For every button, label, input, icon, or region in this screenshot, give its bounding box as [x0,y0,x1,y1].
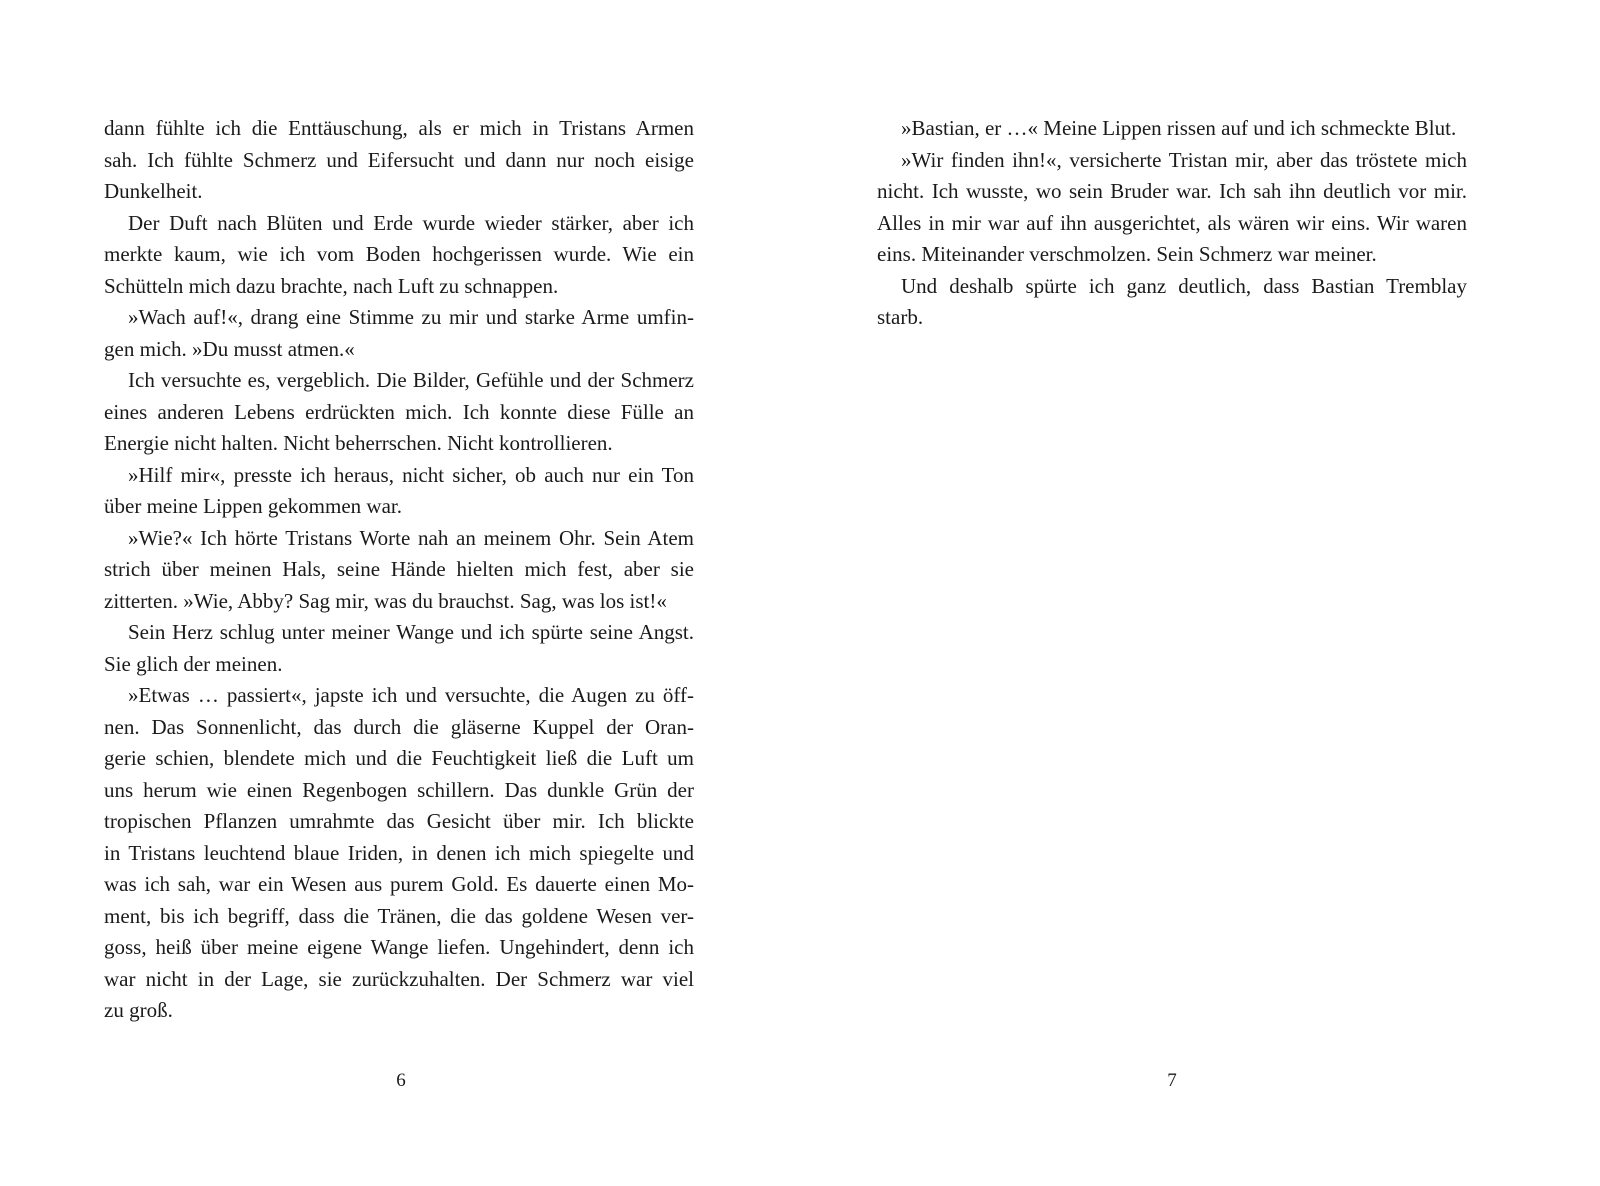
text-line: nen. Das Sonnenlicht, das durch die gläserne Kuppel der Oran- [104,714,694,739]
text-line: uns herum wie einen Regenbogen schillern. Das dunkle Grün der [104,777,694,802]
text-line: Ich versuchte es, vergeblich. Die Bilder, Gefühle und der Schmerz [128,368,694,392]
text-line: tropischen Pflanzen umrahmte das Gesicht über mir. Ich blickte [104,809,694,833]
left-page-text [104,113,694,1027]
text-line: nicht. Ich wusste, wo sein Bruder war. Ich sah ihn deutlich vor mir. [877,179,1467,203]
text-line: »Hilf mir«, presste ich heraus, nicht sicher, ob auch nur ein Ton [128,462,694,487]
text-line: dann fühlte ich die Enttäuschung, als er mich in Tristans Armen [104,116,694,140]
text-line: goss, heiß über meine eigene Wange liefen. Ungehindert, denn ich [104,935,694,959]
text-line: Und deshalb spürte ich ganz deutlich, dass Bastian Tremblay [901,273,1467,298]
text-line: Sein Herz schlug unter meiner Wange und ich spürte seine Angst. [128,620,694,644]
text-line: Alles in mir war auf ihn ausgerichtet, als wären wir eins. Wir waren [877,210,1467,235]
text-line: »Wie?« Ich hörte Tristans Worte nah an meinem Ohr. Sein Atem [128,525,694,550]
text-line: strich über meinen Hals, seine Hände hielten mich fest, aber sie [104,557,694,581]
right-page [800,0,1600,1186]
text-line: sah. Ich fühlte Schmerz und Eifersucht und dann nur noch eisige [104,147,694,172]
text-line: »Wir finden ihn!«, versicherte Tristan mir, aber das tröstete mich [901,147,1467,172]
text-line: was ich sah, war ein Wesen aus purem Gold. Es dauerte einen Mo- [104,872,694,896]
text-line: in Tristans leuchtend blaue Iriden, in denen ich mich spiegelte und [104,840,694,865]
text-line: »Etwas … passiert«, japste ich und versuchte, die Augen zu öff- [128,683,694,707]
text-line: gerie schien, blendete mich und die Feuchtigkeit ließ die Luft um [104,746,694,770]
text-line: »Bastian, er …« Meine Lippen rissen auf und ich schmeckte Blut. [901,116,1457,140]
text-line: eines anderen Lebens erdrückten mich. Ich konnte diese Fülle an [104,399,694,424]
text-line: zitterten. »Wie, Abby? Sag mir, was du brauchst. Sag, was los ist!« [104,588,667,613]
text-line: Dunkelheit. [104,179,203,203]
text-line: Schütteln mich dazu brachte, nach Luft zu schnappen. [104,273,559,298]
right-page-number: 7 [1167,1070,1177,1091]
text-line: Der Duft nach Blüten und Erde wurde wieder stärker, aber ich [128,210,694,235]
text-line: war nicht in der Lage, sie zurückzuhalten. Der Schmerz war viel [104,966,694,991]
right-page-text [877,113,1467,334]
left-page-number: 6 [396,1070,406,1091]
text-line: gen mich. »Du musst atmen.« [104,336,355,361]
text-line: zu groß. [104,998,173,1022]
text-line: Energie nicht halten. Nicht beherrschen. Nicht kontrollieren. [104,431,613,455]
text-line: ment, bis ich begriff, dass die Tränen, die das goldene Wesen ver- [104,903,694,928]
text-line: »Wach auf!«, drang eine Stimme zu mir und starke Arme umfin- [128,305,694,329]
text-line: merkte kaum, wie ich vom Boden hochgerissen wurde. Wie ein [104,242,694,266]
text-line: Sie glich der meinen. [104,651,283,676]
text-line: starb. [877,305,924,329]
text-line: eins. Miteinander verschmolzen. Sein Schmerz war meiner. [877,242,1377,266]
text-line: über meine Lippen gekommen war. [104,494,402,518]
